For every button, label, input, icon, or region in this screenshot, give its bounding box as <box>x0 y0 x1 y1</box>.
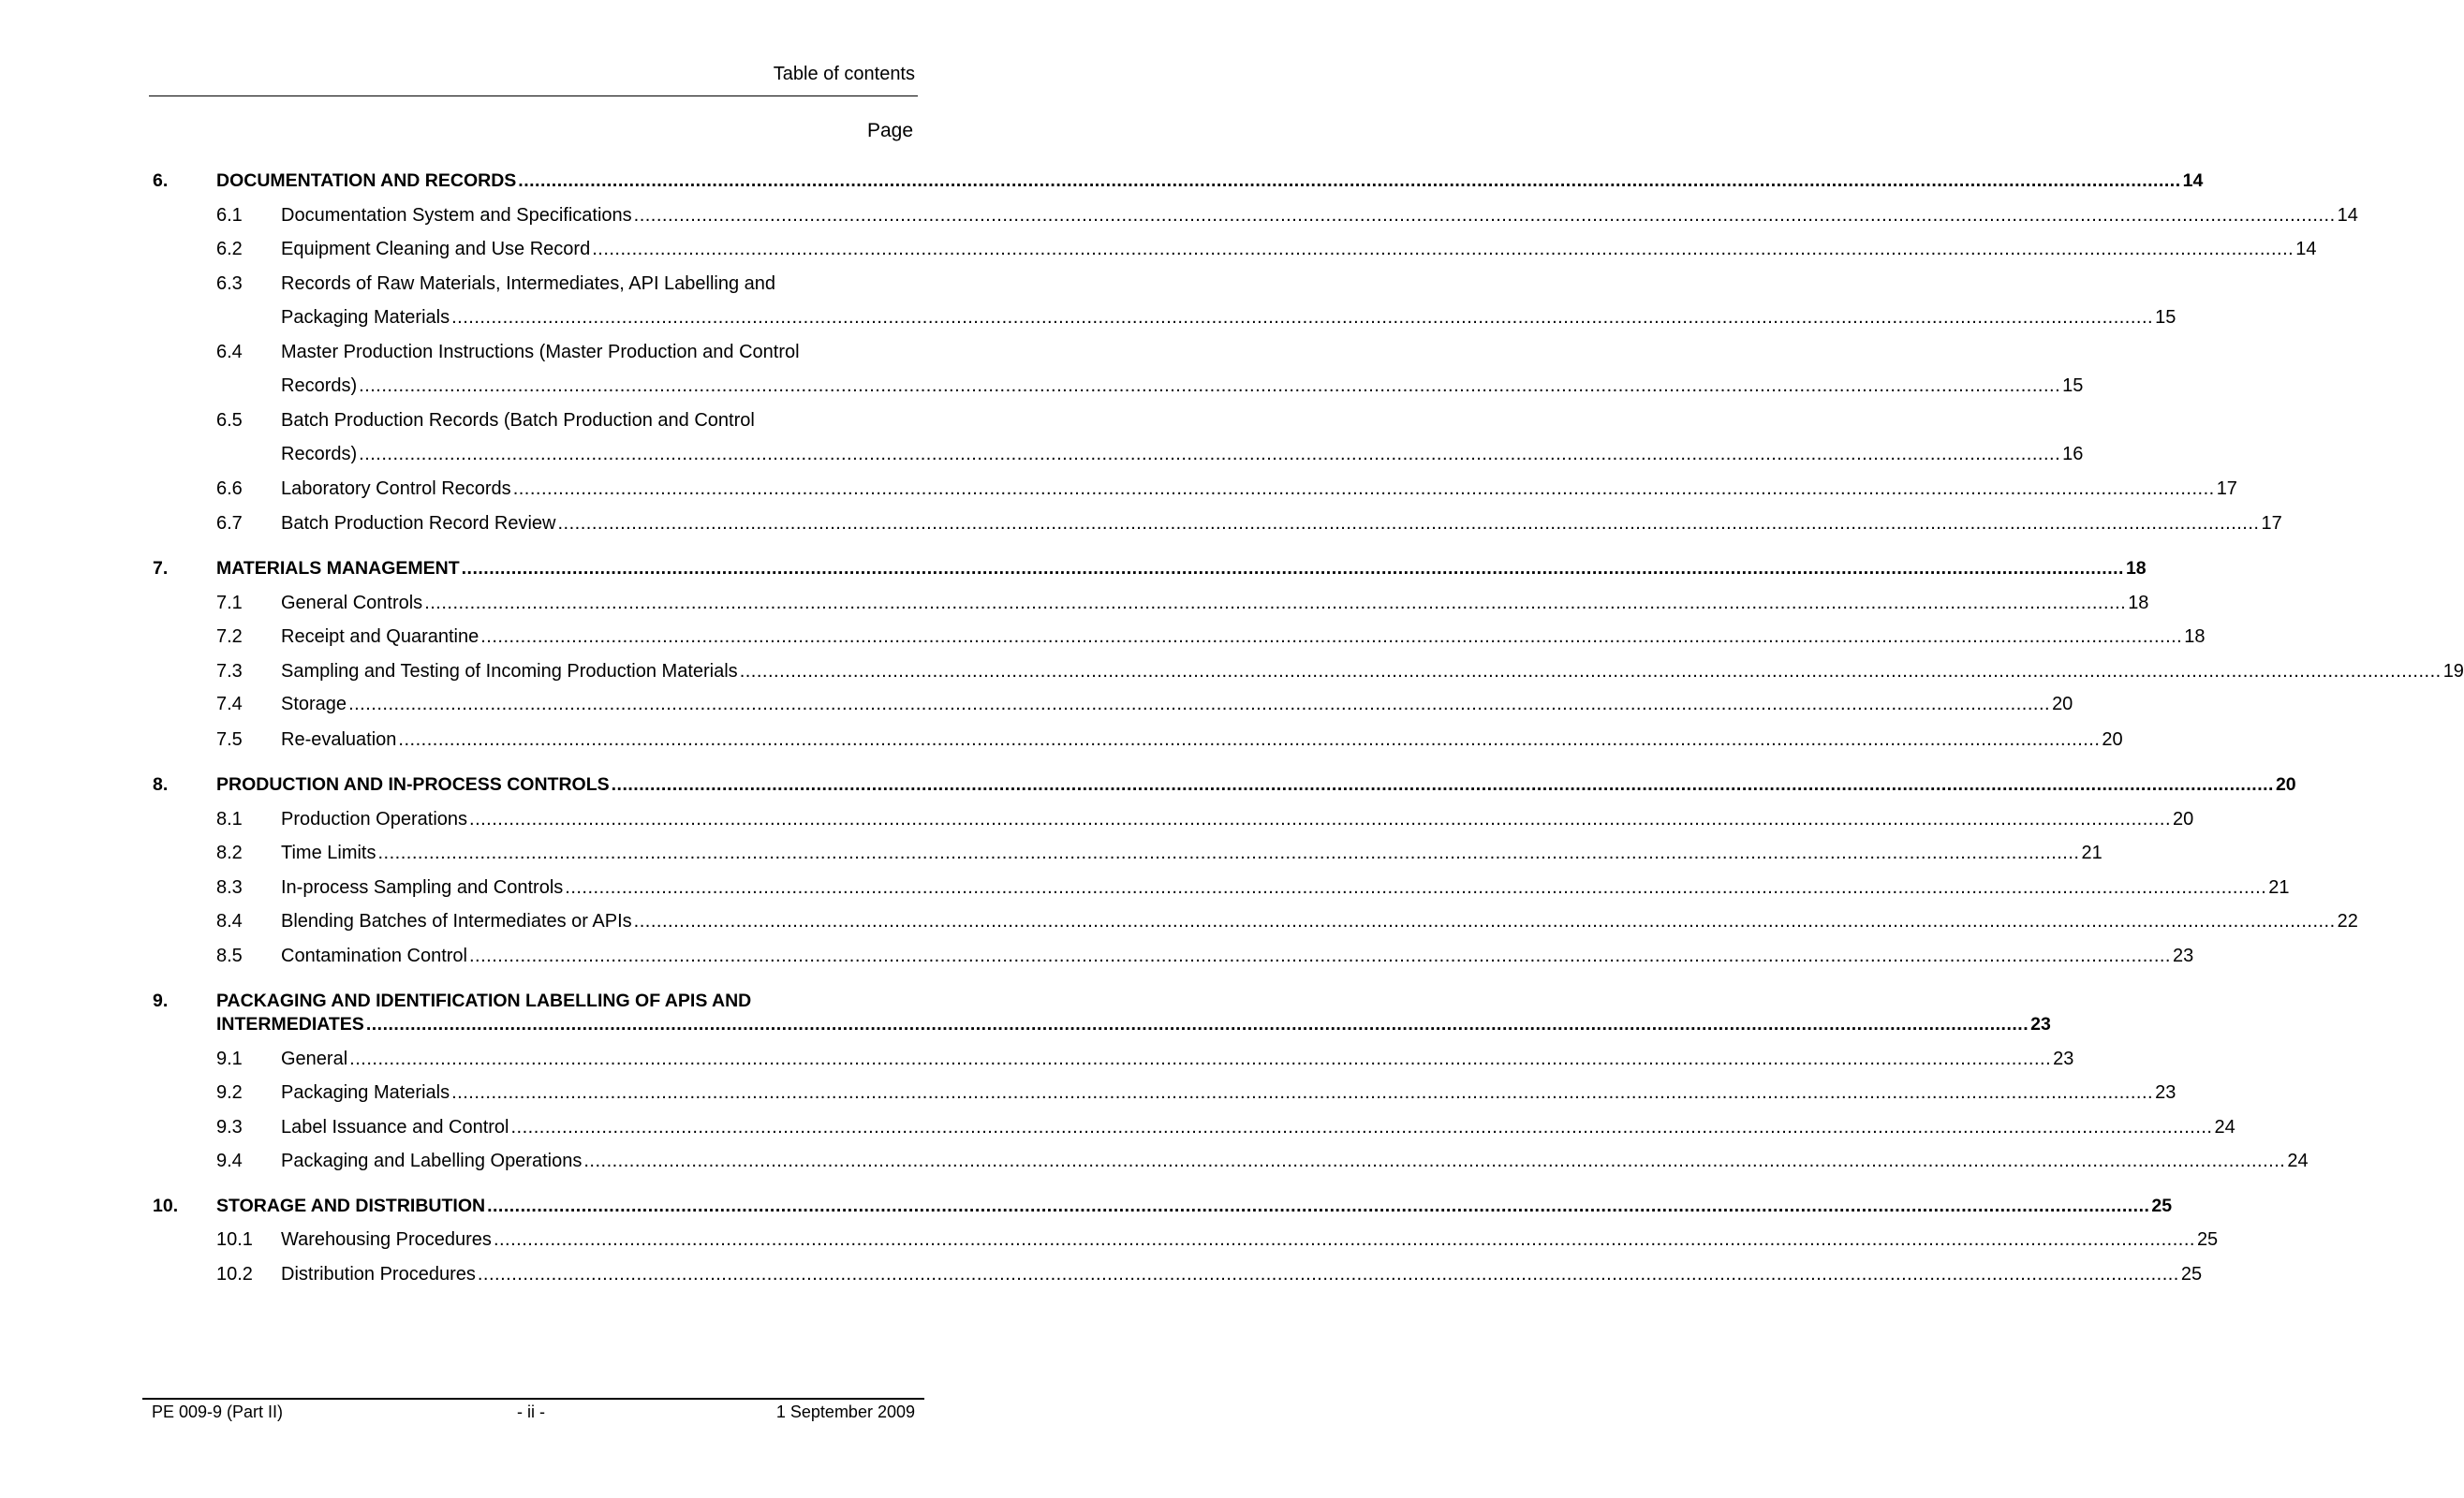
dot-leader: ............................................................................................................................................................................................................................................................................................................ <box>398 728 2101 750</box>
dot-leader: ............................................................................................................................................................................................................................................................................................................ <box>633 205 2336 227</box>
entry-title: Storage <box>281 694 347 715</box>
dot-leader: ............................................................................................................................................................................................................................................................................................................ <box>611 773 2274 795</box>
entry-number: 8.5 <box>216 945 243 966</box>
entry-title: Time Limits <box>281 842 376 863</box>
entry-line <box>216 1012 2051 1036</box>
header-rule <box>149 95 918 96</box>
dot-leader: ............................................................................................................................................................................................................................................................................................................ <box>477 1264 2179 1285</box>
entry-number: 8.2 <box>216 842 243 863</box>
dot-leader: ............................................................................................................................................................................................................................................................................................................ <box>469 945 2171 966</box>
dot-leader: ............................................................................................................................................................................................................................................................................................................ <box>518 170 2181 192</box>
entry-title: Packaging Materials <box>281 307 450 329</box>
entry-line <box>281 1080 2176 1105</box>
toc-subsection-entry[interactable] <box>0 1262 2203 1286</box>
entry-number: 10. <box>153 1196 179 1217</box>
footer-doc-id: PE 009-9 (Part II) <box>152 1403 284 1421</box>
toc-subsection-entry[interactable] <box>0 909 2358 933</box>
entry-number: 8.4 <box>216 910 243 932</box>
dot-leader: ............................................................................................................................................................................................................................................................................................................ <box>469 808 2172 830</box>
entry-page-number: 23 <box>2173 945 2194 966</box>
toc-section-entry[interactable] <box>0 1012 2051 1036</box>
dot-leader: ............................................................................................................................................................................................................................................................................................................ <box>487 1196 2150 1217</box>
dot-leader: ............................................................................................................................................................................................................................................................................................................ <box>348 694 2051 715</box>
entry-number: 9. <box>153 991 169 1012</box>
entry-line <box>216 169 2204 193</box>
entry-number: 8. <box>153 773 169 795</box>
dot-leader: ............................................................................................................................................................................................................................................................................................................ <box>633 910 2336 932</box>
entry-number: 6.6 <box>216 478 243 500</box>
dot-leader: ............................................................................................................................................................................................................................................................................................................ <box>349 1048 2052 1069</box>
toc-section-entry[interactable] <box>0 989 1059 1013</box>
entry-line <box>281 272 913 296</box>
entry-title: General <box>281 1048 348 1069</box>
entry-title: Laboratory Control Records <box>281 478 511 500</box>
entry-line <box>281 477 2237 501</box>
entry-title: Records) <box>281 375 358 397</box>
entry-line <box>281 591 2149 615</box>
entry-page-number: 25 <box>2151 1196 2173 1217</box>
entry-page-number: 15 <box>2062 375 2084 397</box>
entry-line <box>216 1194 2173 1218</box>
running-header: Table of contents <box>773 64 915 84</box>
entry-number: 6. <box>153 170 169 192</box>
entry-number: 9.4 <box>216 1150 243 1171</box>
entry-number: 8.1 <box>216 808 243 830</box>
entry-page-number: 15 <box>2155 307 2176 329</box>
toc-subsection-entry[interactable] <box>0 477 2237 501</box>
dot-leader: ............................................................................................................................................................................................................................................................................................................ <box>377 842 2080 863</box>
entry-line <box>216 989 913 1013</box>
toc-section-entry[interactable] <box>0 556 2147 580</box>
toc-subsection-entry[interactable] <box>0 944 2194 968</box>
entry-number: 6.7 <box>216 513 243 535</box>
toc-section-entry[interactable] <box>0 169 2204 193</box>
toc-subsection-entry[interactable] <box>0 340 1059 364</box>
entry-line <box>281 340 913 364</box>
entry-page-number: 23 <box>2030 1013 2051 1035</box>
toc-subsection-entry[interactable] <box>0 807 2194 831</box>
entry-title: General Controls <box>281 592 423 613</box>
toc-subsection-entry[interactable] <box>0 305 2176 330</box>
entry-title: PRODUCTION AND IN-PROCESS CONTROLS <box>216 773 610 795</box>
entry-line <box>281 692 2073 716</box>
entry-title: Equipment Cleaning and Use Record <box>281 239 591 260</box>
entry-title: Blending Batches of Intermediates or APIs <box>281 910 632 932</box>
entry-line <box>281 305 2176 330</box>
entry-line <box>281 511 2282 536</box>
entry-page-number: 17 <box>2261 513 2282 535</box>
toc-subsection-entry[interactable] <box>0 727 2123 752</box>
entry-page-number: 14 <box>2295 239 2317 260</box>
entry-line <box>281 203 2358 228</box>
entry-number: 6.1 <box>216 205 243 227</box>
toc-subsection-entry[interactable] <box>0 203 2358 228</box>
toc-subsection-entry[interactable] <box>0 408 1059 433</box>
entry-page-number: 20 <box>2102 728 2123 750</box>
entry-page-number: 23 <box>2053 1048 2074 1069</box>
entry-line <box>216 556 2147 580</box>
entry-title: Documentation System and Specifications <box>281 205 632 227</box>
dot-leader: ............................................................................................................................................................................................................................................................................................................ <box>359 444 2061 465</box>
toc-subsection-entry[interactable] <box>0 442 2084 466</box>
footer-date: 1 September 2009 <box>775 1403 915 1421</box>
entry-page-number: 18 <box>2128 592 2149 613</box>
entry-title: STORAGE AND DISTRIBUTION <box>216 1196 486 1217</box>
entry-number: 7.3 <box>216 660 243 682</box>
footer-rule <box>142 1398 924 1400</box>
entry-number: 7. <box>153 557 169 579</box>
entry-title: Label Issuance and Control <box>281 1116 509 1138</box>
entry-line <box>281 408 913 433</box>
toc-subsection-entry[interactable] <box>0 659 2464 683</box>
entry-page-number: 23 <box>2155 1081 2176 1103</box>
entry-page-number: 17 <box>2216 478 2237 500</box>
toc-subsection-entry[interactable] <box>0 511 2282 536</box>
dot-leader: ............................................................................................................................................................................................................................................................................................................ <box>359 375 2061 397</box>
dot-leader: ............................................................................................................................................................................................................................................................................................................ <box>424 592 2127 613</box>
entry-title: PACKAGING AND IDENTIFICATION LABELLING OF APIS AND <box>216 991 752 1012</box>
entry-line <box>216 772 2296 797</box>
dot-leader: ............................................................................................................................................................................................................................................................................................................ <box>583 1150 2286 1171</box>
entry-page-number: 24 <box>2214 1116 2235 1138</box>
dot-leader: ............................................................................................................................................................................................................................................................................................................ <box>565 876 2267 898</box>
entry-number: 9.3 <box>216 1116 243 1138</box>
entry-title: Production Operations <box>281 808 468 830</box>
dot-leader: ............................................................................................................................................................................................................................................................................................................ <box>512 478 2215 500</box>
toc-subsection-entry[interactable] <box>0 591 2149 615</box>
entry-line <box>281 1115 2235 1139</box>
entry-number: 7.5 <box>216 728 243 750</box>
toc-subsection-entry[interactable] <box>0 841 2103 865</box>
dot-leader: ............................................................................................................................................................................................................................................................................................................ <box>461 557 2124 579</box>
toc-subsection-entry[interactable] <box>0 1227 2219 1252</box>
entry-line <box>281 909 2358 933</box>
toc-section-entry[interactable] <box>0 1194 2173 1218</box>
entry-number: 6.3 <box>216 273 243 295</box>
entry-page-number: 20 <box>2275 773 2296 795</box>
entry-page-number: 21 <box>2268 876 2290 898</box>
entry-number: 6.4 <box>216 342 243 363</box>
dot-leader: ............................................................................................................................................................................................................................................................................................................ <box>557 513 2260 535</box>
entry-page-number: 19 <box>2442 660 2464 682</box>
toc-subsection-entry[interactable] <box>0 875 2290 900</box>
dot-leader: ............................................................................................................................................................................................................................................................................................................ <box>365 1013 2029 1035</box>
entry-number: 9.2 <box>216 1081 243 1103</box>
dot-leader: ............................................................................................................................................................................................................................................................................................................ <box>739 660 2442 682</box>
entry-title: Distribution Procedures <box>281 1264 476 1285</box>
dot-leader: ............................................................................................................................................................................................................................................................................................................ <box>480 625 2183 647</box>
entry-page-number: 16 <box>2062 444 2084 465</box>
entry-page-number: 24 <box>2287 1150 2309 1171</box>
entry-page-number: 20 <box>2052 694 2073 715</box>
dot-leader: ............................................................................................................................................................................................................................................................................................................ <box>510 1116 2213 1138</box>
entry-number: 8.3 <box>216 876 243 898</box>
toc-subsection-entry[interactable] <box>0 374 2084 398</box>
entry-number: 7.2 <box>216 625 243 647</box>
page-column-label: Page <box>866 120 913 141</box>
toc-subsection-entry[interactable] <box>0 1149 2309 1173</box>
dot-leader: ............................................................................................................................................................................................................................................................................................................ <box>451 307 2154 329</box>
entry-title: Batch Production Records (Batch Production and Control <box>281 410 755 432</box>
entry-title: Packaging and Labelling Operations <box>281 1150 583 1171</box>
entry-title: Master Production Instructions (Master Production and Control <box>281 342 800 363</box>
entry-page-number: 14 <box>2337 205 2358 227</box>
entry-page-number: 20 <box>2173 808 2194 830</box>
entry-line <box>281 659 2464 683</box>
entry-page-number: 25 <box>2196 1229 2219 1251</box>
toc-subsection-entry[interactable] <box>0 1080 2176 1105</box>
dot-leader: ............................................................................................................................................................................................................................................................................................................ <box>493 1229 2195 1251</box>
entry-number: 7.4 <box>216 694 243 715</box>
entry-line <box>281 442 2084 466</box>
entry-title: Packaging Materials <box>281 1081 450 1103</box>
toc-subsection-entry[interactable] <box>0 624 2206 649</box>
toc-subsection-entry[interactable] <box>0 237 2317 261</box>
entry-title: In-process Sampling and Controls <box>281 876 564 898</box>
entry-page-number: 14 <box>2182 170 2204 192</box>
entry-title: MATERIALS MANAGEMENT <box>216 557 460 579</box>
entry-line <box>281 807 2194 831</box>
entry-line <box>281 1149 2309 1173</box>
entry-line <box>281 237 2317 261</box>
entry-number: 9.1 <box>216 1048 243 1069</box>
entry-line <box>281 1047 2074 1071</box>
entry-line <box>281 875 2290 900</box>
entry-line <box>281 374 2084 398</box>
entry-number: 6.5 <box>216 410 243 432</box>
entry-page-number: 25 <box>2180 1264 2203 1285</box>
entry-line <box>281 1262 2203 1286</box>
entry-number: 10.1 <box>216 1229 253 1251</box>
entry-title: Records of Raw Materials, Intermediates, API Labelling and <box>281 273 776 295</box>
entry-number: 7.1 <box>216 592 243 613</box>
toc-subsection-entry[interactable] <box>0 1115 2235 1139</box>
dot-leader: ............................................................................................................................................................................................................................................................................................................ <box>451 1081 2154 1103</box>
entry-line <box>281 841 2103 865</box>
entry-title: Re-evaluation <box>281 728 397 750</box>
entry-line <box>281 727 2123 752</box>
entry-page-number: 22 <box>2337 910 2358 932</box>
entry-title: DOCUMENTATION AND RECORDS <box>216 170 517 192</box>
toc-subsection-entry[interactable] <box>0 272 1059 296</box>
entry-line <box>281 944 2194 968</box>
entry-number: 10.2 <box>216 1264 253 1285</box>
toc-subsection-entry[interactable] <box>0 692 2073 716</box>
entry-title: Warehousing Procedures <box>281 1229 492 1251</box>
entry-title: Contamination Control <box>281 945 467 966</box>
entry-page-number: 18 <box>2184 625 2206 647</box>
entry-number: 6.2 <box>216 239 243 260</box>
entry-title: Sampling and Testing of Incoming Production Materials <box>281 660 738 682</box>
entry-line <box>281 1227 2219 1252</box>
entry-title: Batch Production Record Review <box>281 513 556 535</box>
entry-line <box>281 624 2206 649</box>
dot-leader: ............................................................................................................................................................................................................................................................................................................ <box>592 239 2294 260</box>
footer-page-number: - ii - <box>517 1403 545 1421</box>
entry-title: Records) <box>281 444 358 465</box>
entry-page-number: 18 <box>2125 557 2147 579</box>
entry-title: INTERMEDIATES <box>216 1013 364 1035</box>
entry-page-number: 21 <box>2081 842 2103 863</box>
toc-subsection-entry[interactable] <box>0 1047 2074 1071</box>
toc-section-entry[interactable] <box>0 772 2296 797</box>
entry-title: Receipt and Quarantine <box>281 625 480 647</box>
